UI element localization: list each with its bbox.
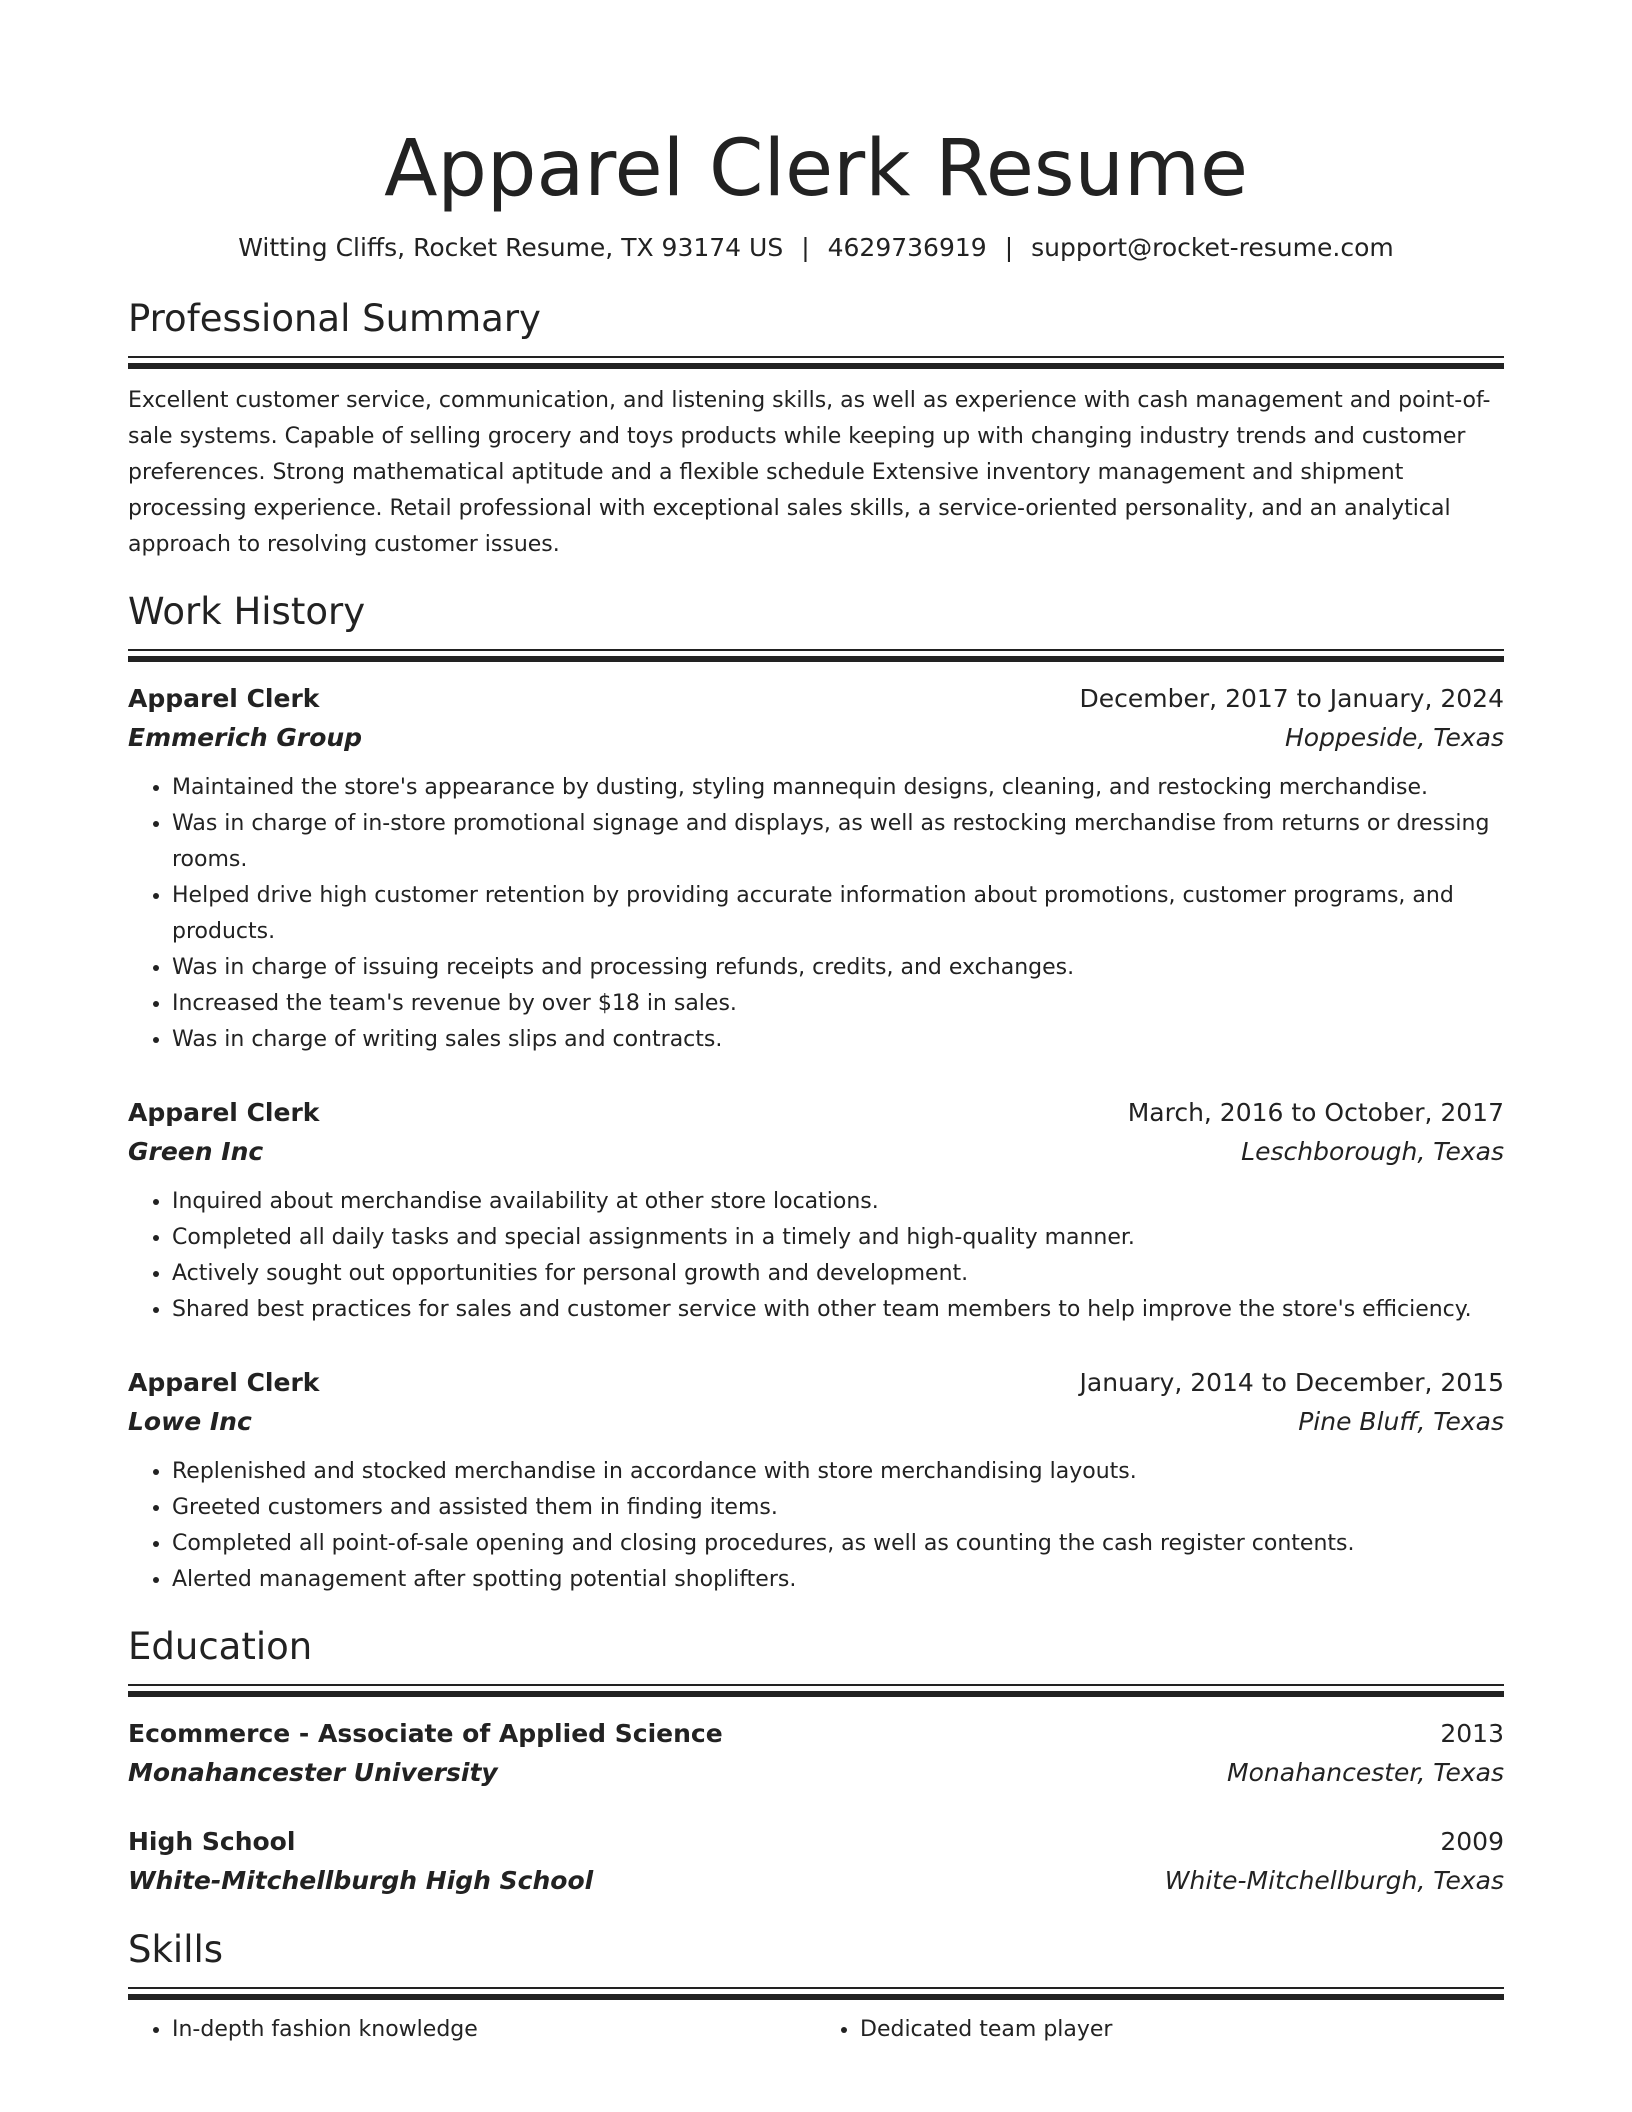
education-year: 2013 [1440, 1719, 1504, 1748]
job-bullet: • Greeted customers and assisted them in finding items. [172, 1490, 1504, 1526]
job-bullets [128, 770, 1504, 1058]
contact-phone: 4629736919 [827, 233, 987, 262]
job-bullet: • Was in charge of in-store promotional signage and displays, as well as restocking merchandise from returns or dressing rooms. [172, 806, 1504, 878]
job-dates: December, 2017 to January, 2024 [1079, 684, 1504, 713]
job-location: Leschborough, Texas [1241, 1137, 1504, 1166]
contact-separator: | [1004, 233, 1014, 262]
section-rule [128, 356, 1504, 358]
job-bullets [128, 1184, 1504, 1328]
job-bullet: • Helped drive high customer retention by providing accurate information about promotions, customer programs, and products. [172, 878, 1504, 950]
education-header [128, 1823, 1504, 1861]
section-rule-thick [128, 1994, 1504, 2000]
education-degree: Ecommerce - Associate of Applied Science [128, 1719, 723, 1748]
contact-email: support@rocket-resume.com [1031, 233, 1394, 262]
section-rule-thick [128, 656, 1504, 662]
resume-title: Apparel Clerk Resume [384, 124, 1248, 214]
job-bullet: • Inquired about merchandise availability at other store locations. [172, 1184, 1504, 1220]
section-heading-education: Education [128, 1625, 313, 1668]
section-rule [128, 1684, 1504, 1686]
education-degree: High School [128, 1827, 296, 1856]
skill-item: • In-depth fashion knowledge [172, 2012, 816, 2048]
resume-page [128, 120, 1504, 2048]
job-subheader [128, 1402, 1504, 1442]
section-rule-thick [128, 363, 1504, 369]
contact-separator: | [801, 233, 810, 262]
education-location: White-Mitchellburgh, Texas [1164, 1866, 1504, 1895]
job-bullet: • Was in charge of issuing receipts and processing refunds, credits, and exchanges. [172, 950, 1504, 986]
section-heading-summary: Professional Summary [128, 297, 541, 340]
job-company: Emmerich Group [128, 723, 363, 752]
job-bullet: • Shared best practices for sales and customer service with other team members to help improve the store's efficiency. [172, 1292, 1504, 1328]
job-location: Hoppeside, Texas [1284, 723, 1504, 752]
education-school: White-Mitchellburgh High School [128, 1866, 594, 1895]
section-rule-thick [128, 1691, 1504, 1697]
job-bullet: • Increased the team's revenue by over $18 in sales. [172, 986, 1504, 1022]
job-bullets [128, 1454, 1504, 1598]
contact-address: Witting Cliffs, Rocket Resume, TX 93174 US [238, 233, 784, 262]
job-entry [128, 680, 1504, 1058]
job-bullet: • Was in charge of writing sales slips and contracts. [172, 1022, 1504, 1058]
education-subheader [128, 1753, 1504, 1793]
skills-section [128, 1927, 1504, 2048]
skills-column-left [128, 2012, 816, 2048]
education-entry [128, 1715, 1504, 1793]
section-heading-work-history: Work History [128, 590, 366, 633]
job-entry [128, 1094, 1504, 1328]
contact-line [128, 230, 1504, 266]
job-dates: March, 2016 to October, 2017 [1127, 1098, 1504, 1127]
section-heading-skills: Skills [128, 1928, 224, 1971]
skills-column-right [816, 2012, 1504, 2048]
education-entry [128, 1823, 1504, 1901]
work-history-section [128, 589, 1504, 1598]
job-subheader [128, 718, 1504, 758]
job-location: Pine Bluff, Texas [1298, 1407, 1504, 1436]
job-bullet: • Replenished and stocked merchandise in accordance with store merchandising layouts. [172, 1454, 1504, 1490]
job-dates: January, 2014 to December, 2015 [1079, 1368, 1504, 1397]
summary-section [128, 296, 1504, 563]
education-header [128, 1715, 1504, 1753]
job-company: Green Inc [128, 1137, 264, 1166]
education-location: Monahancester, Texas [1227, 1758, 1504, 1787]
summary-text: Excellent customer service, communication, and listening skills, as well as experience with cash management and point-of-sale systems. Capable of selling grocery and toys products while keeping up with changing industry trends and customer preferences. Strong mathematical aptitude and a flexible schedule Extensive inventory management and shipment processing experience. Retail professional with exceptional sales skills, a service-oriented personality, and an analytical approach to resolving customer issues. [128, 388, 1491, 557]
education-year: 2009 [1440, 1827, 1504, 1856]
job-header [128, 1094, 1504, 1132]
job-title: Apparel Clerk [128, 684, 320, 713]
education-section [128, 1624, 1504, 1901]
job-bullet: • Completed all point-of-sale opening and closing procedures, as well as counting the cash register contents. [172, 1526, 1504, 1562]
job-company: Lowe Inc [128, 1407, 252, 1436]
job-bullet: • Alerted management after spotting potential shoplifters. [172, 1562, 1504, 1598]
job-subheader [128, 1132, 1504, 1172]
education-subheader [128, 1861, 1504, 1901]
skills-columns [128, 2012, 1504, 2048]
section-rule [128, 1987, 1504, 1989]
job-entry [128, 1364, 1504, 1598]
job-bullet: • Actively sought out opportunities for personal growth and development. [172, 1256, 1504, 1292]
job-title: Apparel Clerk [128, 1368, 320, 1397]
job-bullet: • Maintained the store's appearance by dusting, styling mannequin designs, cleaning, and restocking merchandise. [172, 770, 1504, 806]
job-title: Apparel Clerk [128, 1098, 320, 1127]
job-header [128, 680, 1504, 718]
skill-item: • Dedicated team player [860, 2012, 1504, 2048]
section-rule [128, 649, 1504, 651]
job-bullet: • Completed all daily tasks and special assignments in a timely and high-quality manner. [172, 1220, 1504, 1256]
job-header [128, 1364, 1504, 1402]
education-school: Monahancester University [128, 1758, 498, 1787]
